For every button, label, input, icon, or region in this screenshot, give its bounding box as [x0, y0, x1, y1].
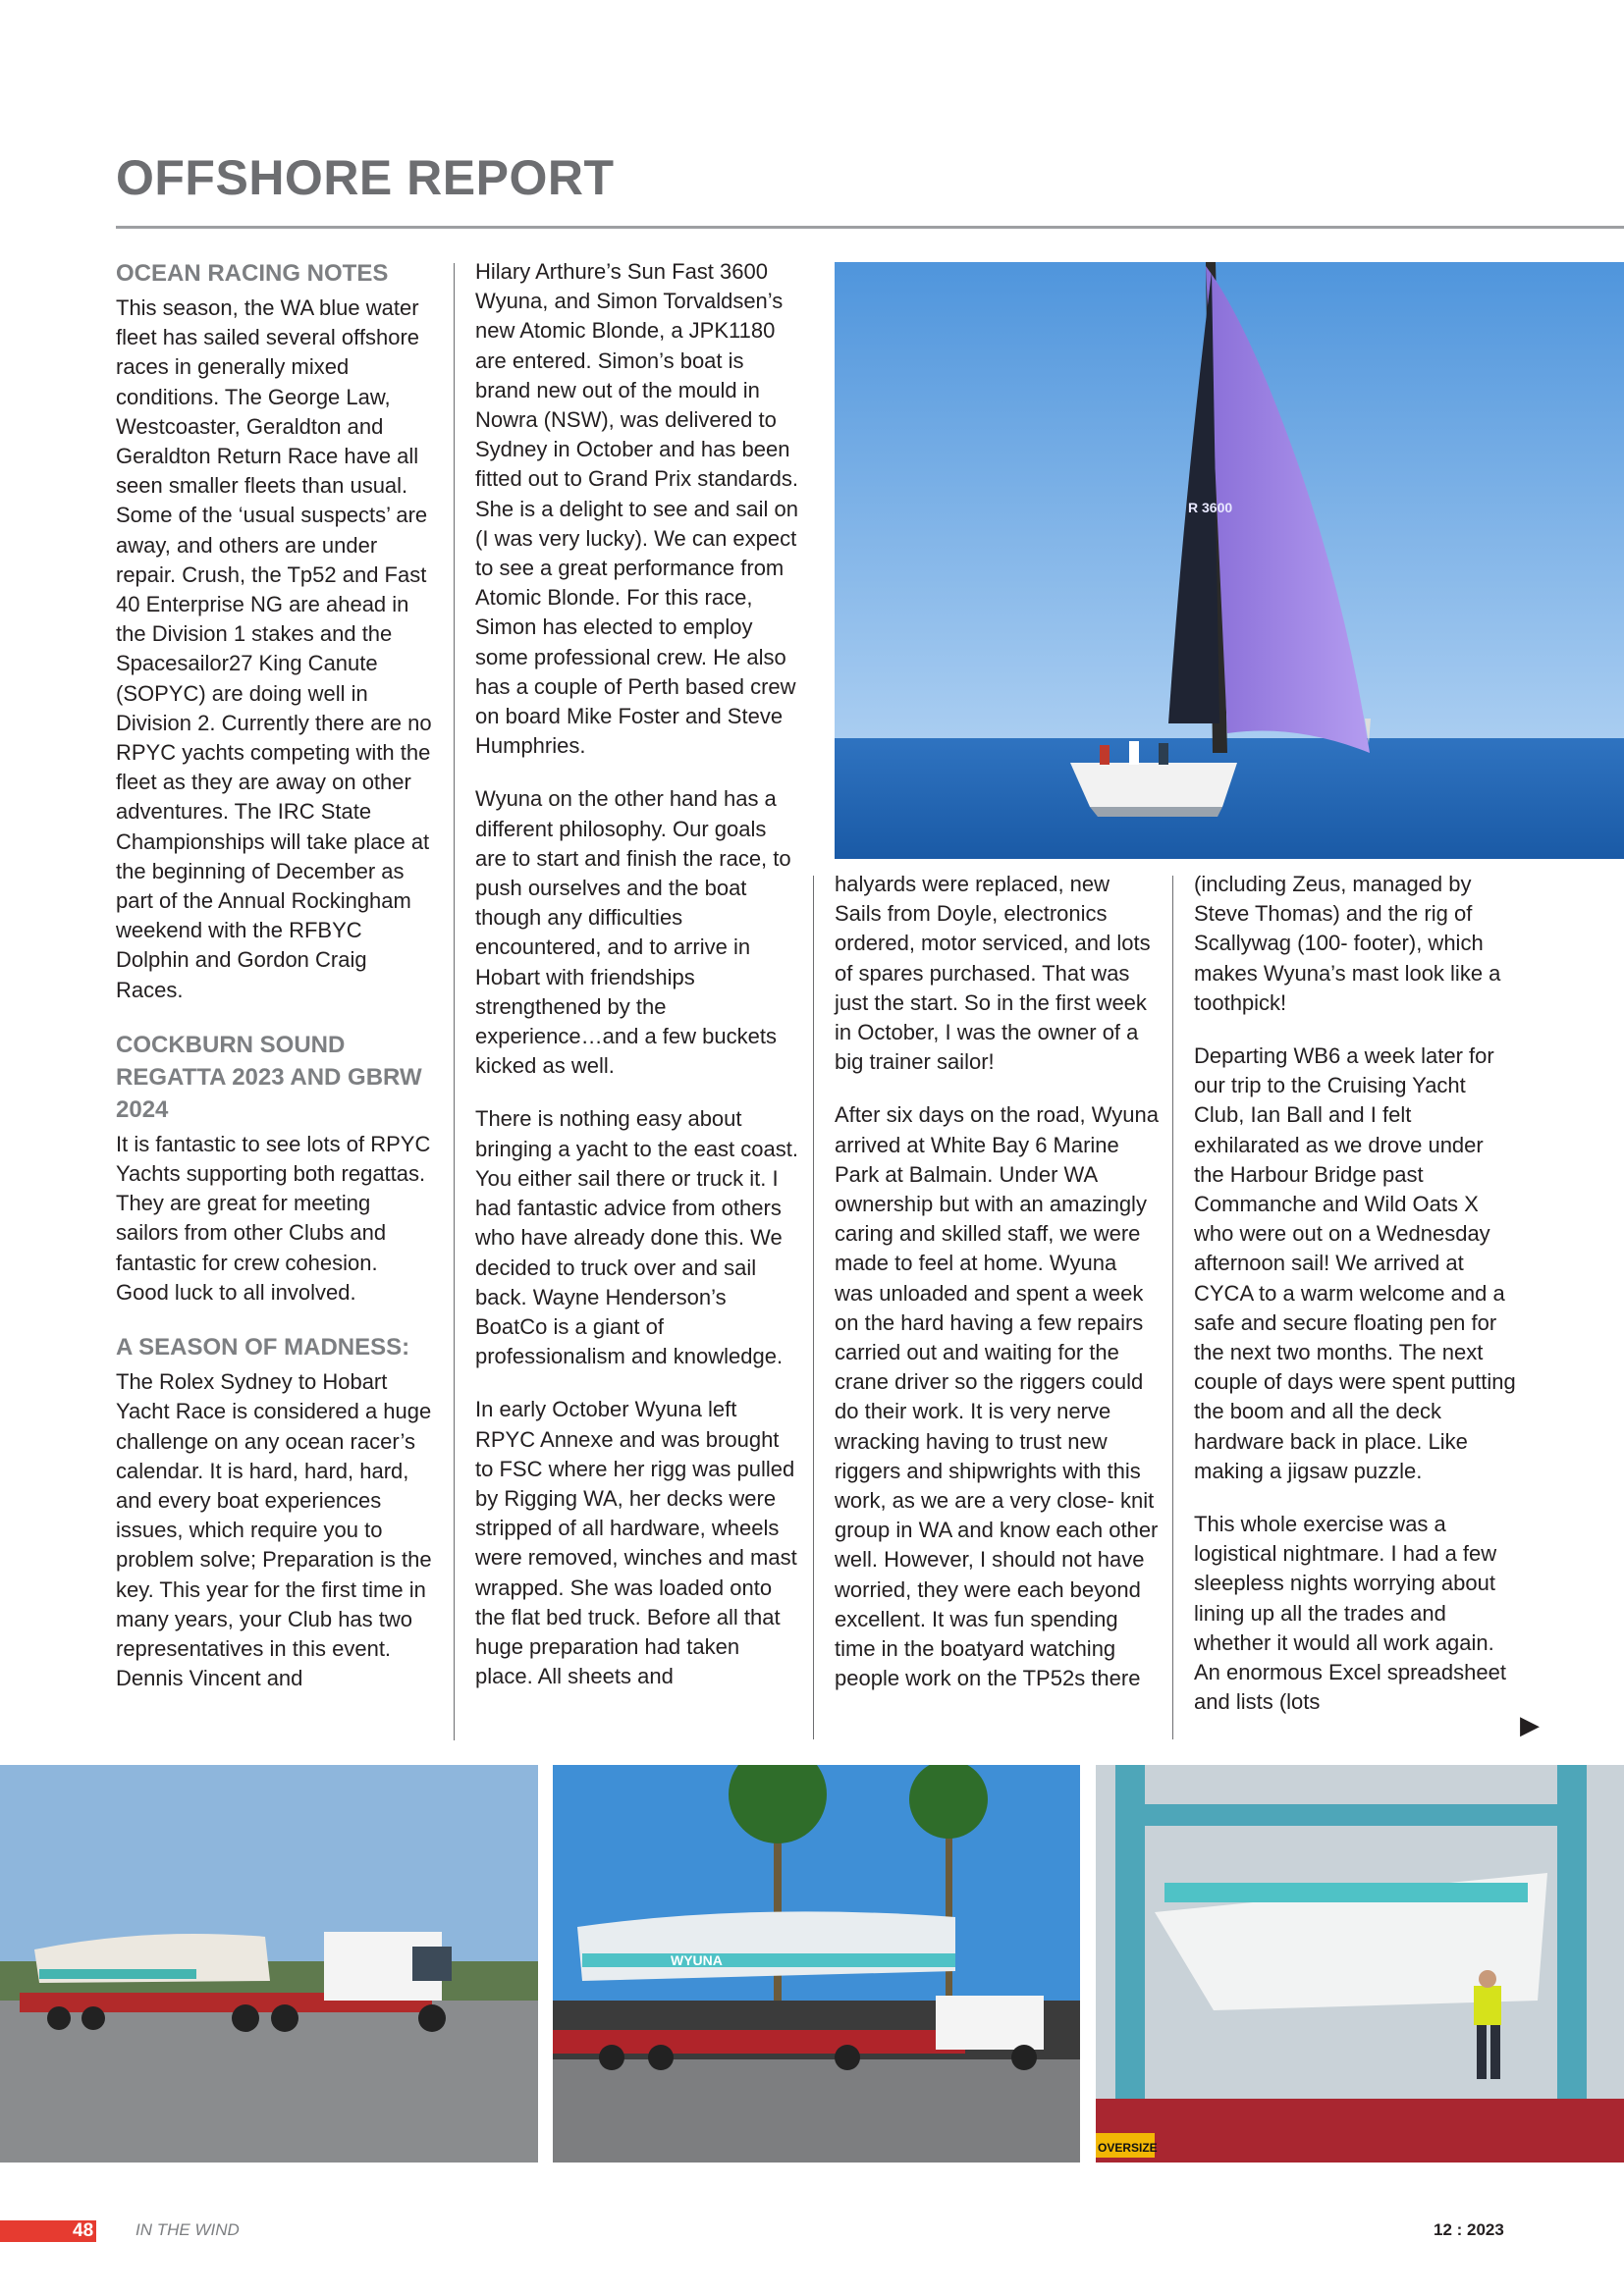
page-number: 48 [73, 2220, 94, 2241]
truck-photo-2 [553, 1765, 1080, 2163]
truck-photo-1 [0, 1765, 538, 2163]
paragraph: (including Zeus, managed by Steve Thomas) and the rig of Scallywag (100- footer), which makes Wyuna’s mast look like a toothpick! [1194, 872, 1501, 1015]
page-title: OFFSHORE REPORT [116, 150, 615, 205]
heading-cockburn: COCKBURN SOUND REGATTA 2023 AND GBRW 2024 [116, 1031, 422, 1123]
magazine-name: IN THE WIND [135, 2220, 240, 2239]
paragraph: This whole exercise was a logistical nightmare. I had a few sleepless nights worrying about lining up all the trades and whether it would all work again. An enormous Excel spreadsheet and lists (lots [1194, 1512, 1506, 1715]
issue-date: 12 : 2023 [1434, 2220, 1504, 2239]
column-rule [1172, 876, 1173, 1739]
hull-name: WYUNA [671, 1952, 723, 1968]
column-1 [116, 257, 432, 1717]
column-rule [813, 876, 814, 1739]
triangle-right-icon: ▶ [1520, 1710, 1540, 1739]
header-rule [116, 226, 1624, 229]
heading-ocean-racing: OCEAN RACING NOTES [116, 260, 389, 287]
paragraph: There is nothing easy about bringing a yacht to the east coast. You either sail there or truck it. I had fantastic advice from others who have already done this. We decided to truck over and sail back. Wayne Henderson’s BoatCo is a giant of professionalism and knowledge. [475, 1106, 798, 1369]
boatyard-photo [1096, 1765, 1624, 2163]
sailing-yacht-photo [835, 262, 1624, 859]
paragraph: In early October Wyuna left RPYC Annexe and was brought to FSC where her rigg was pulled by Rigging WA, her decks were stripped of all hardware, wheels were removed, winches and mast wrapped. She was loaded onto the flat bed truck. Before all that huge preparation had taken place. All sheets and [475, 1397, 797, 1689]
heading-madness: A SEASON OF MADNESS: [116, 1334, 410, 1362]
column-rule [454, 263, 455, 1740]
paragraph-cockburn: It is fantastic to see lots of RPYC Yachts supporting both regattas. They are great for meeting sailors from other Clubs and fantastic for crew cohesion. Good luck to all involved. [116, 1131, 431, 1305]
paragraph: Wyuna on the other hand has a different philosophy. Our goals are to start and finish the race, to push ourselves and the boat though any difficulties encountered, and to arrive in Hobart with friendships strengthened by the experience…and a few buckets kicked as well. [475, 786, 791, 1079]
paragraph: Departing WB6 a week later for our trip to the Cruising Yacht Club, Ian Ball and I felt exhilarated as we drove under the Harbour Bridge past Commanche and Wild Oats X who were out on a Wednesday afternoon sail! We arrived at CYCA to a warm welcome and a safe and secure floating pen for the next two months. The next couple of days were spent putting the boom and all the deck hardware back in place. Like making a jigsaw puzzle. [1194, 1043, 1516, 1483]
oversize-sign: OVERSIZE [1098, 2141, 1158, 2155]
paragraph: halyards were replaced, new Sails from Doyle, electronics ordered, motor serviced, and lots of spares purchased. That was just the start. So in the first week in October, I was the owner of a big trainer sailor! [835, 872, 1151, 1075]
paragraph-madness: The Rolex Sydney to Hobart Yacht Race is considered a huge challenge on any ocean racer’s calendar. It is hard, hard, hard, and every boat experiences issues, which require you to problem solve; Preparation is the key. This year for the first time in many years, your Club has two representatives in this event. Dennis Vincent and [116, 1369, 432, 1691]
paragraph: Hilary Arthure’s Sun Fast 3600 Wyuna, and Simon Torvaldsen’s new Atomic Blonde, a JPK1180 are entered. Simon’s boat is brand new out of the mould in Nowra (NSW), was delivered to Sydney in October and has been fitted out to Grand Prix standards. She is a delight to see and sail on (I was very lucky). We can expect to see a great performance from Atomic Blonde. For this race, Simon has elected to employ some professional crew. He also has a couple of Perth based crew on board Mike Foster and Steve Humphries. [475, 259, 799, 759]
paragraph-ocean-racing: This season, the WA blue water fleet has sailed several offshore races in generally mixed conditions. The George Law, Westcoaster, Geraldton and Geraldton Return Race have all seen smaller fleets than usual. Some of the ‘usual suspects’ are away, and others are under repair. Crush, the Tp52 and Fast 40 Enterprise NG are ahead in the Division 1 stakes and the Spacesailor27 King Canute (SOPYC) are doing well in Division 2. Currently there are no RPYC yachts competing with the fleet as they are away on other adventures. The IRC State Championships will take place at the beginning of December as part of the Annual Rockingham weekend with the RFBYC Dolphin and Gordon Craig Races. [116, 295, 432, 1002]
column-4 [1194, 870, 1518, 1740]
column-3 [835, 870, 1159, 1717]
sail-number: R 3600 [1188, 500, 1233, 515]
paragraph: After six days on the road, Wyuna arrived at White Bay 6 Marine Park at Balmain. Under WA ownership but with an amazingly caring and skilled staff, we were made to feel at home. Wyuna was unloaded and spent a week on the hard having a few repairs carried out and waiting for the crane driver so the riggers could do their work. It is very nerve wracking having to trust new riggers and shipwrights with this work, as we are a very close- knit group in WA and know each other well. However, I should not have worried, they were each beyond excellent. It was fun spending time in the boatyard watching people work on the TP52s there [835, 1102, 1159, 1691]
column-2 [475, 257, 799, 1715]
